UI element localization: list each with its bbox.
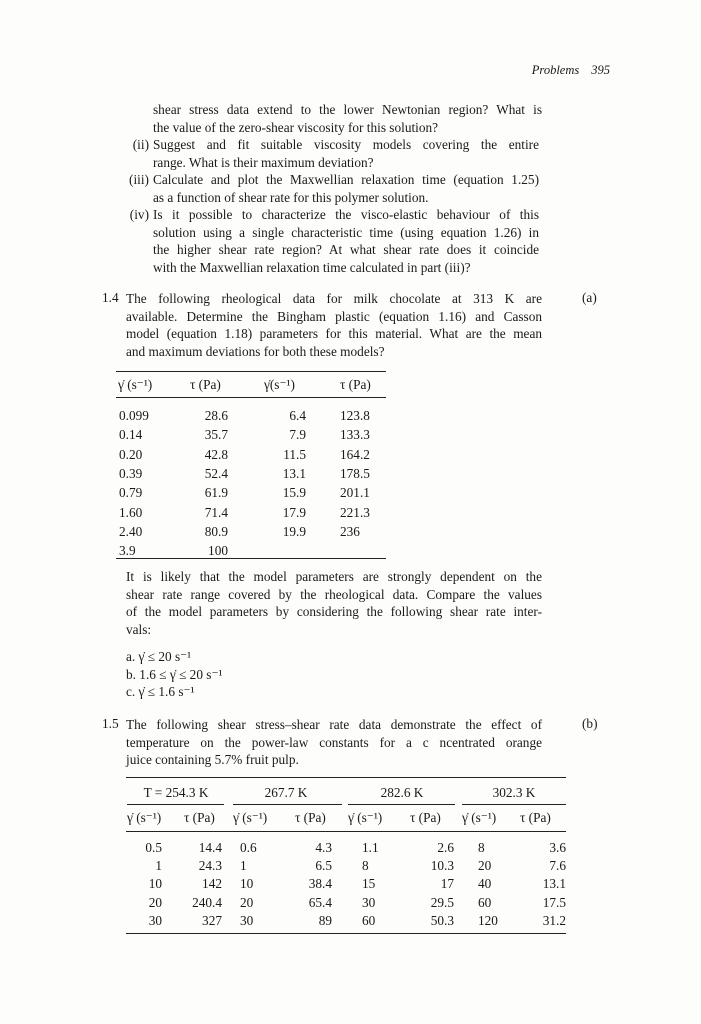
table-cell: 71.4	[204, 504, 228, 520]
table-cell: 42.8	[204, 446, 228, 462]
table-cell: 15.9	[282, 485, 306, 501]
table-cell: 6.4	[289, 408, 306, 423]
table-cell: 164.2	[340, 446, 370, 462]
running-header	[400, 63, 610, 78]
text-line: shear rate range covered by the rheological data. Compare the values	[126, 586, 542, 602]
column-header: γ̇ (s⁻¹)	[462, 810, 497, 825]
table-cell: 100	[208, 543, 228, 559]
table-cell: 24.3	[198, 858, 222, 874]
table-cell: 7.6	[549, 858, 566, 874]
table-cell: 133.3	[340, 427, 370, 443]
page-number: 395	[591, 63, 610, 77]
table-cell: 1.60	[119, 504, 143, 520]
column-header: γ̇ (s⁻¹)	[348, 810, 383, 825]
text-line: shear stress data extend to the lower Newtonian region? What is	[153, 102, 542, 117]
text-line: Is it possible to characterize the visco-elastic behaviour of this	[153, 207, 539, 222]
table-cell: 1	[155, 858, 162, 874]
item-body	[153, 136, 539, 171]
table-cell: 50.3	[430, 912, 454, 928]
table-cell: 20	[240, 894, 254, 910]
table-cell: 10	[240, 876, 254, 892]
table-cell: 20	[148, 894, 162, 910]
table-cell: 40	[478, 876, 492, 892]
table-cell: 61.9	[204, 485, 228, 501]
table-cell: 29.5	[430, 894, 454, 910]
table-cell: 15	[362, 876, 376, 892]
table-cell: 60	[478, 894, 492, 910]
table-cell: 240.4	[192, 894, 222, 910]
item-label: (iv)	[129, 207, 149, 222]
table-cell: 20	[478, 858, 492, 874]
table-cell: 0.39	[119, 465, 143, 481]
text-line: solution using a single characteristic time (using equation 1.26) in	[153, 224, 539, 240]
table-cell: 0.099	[119, 408, 149, 423]
continuation-paragraph	[153, 101, 542, 136]
text-line: as a function of shear rate for this polymer solution.	[153, 189, 429, 205]
table-cell: 11.5	[283, 446, 306, 462]
table-header: τ (Pa)	[190, 377, 221, 392]
column-header: τ (Pa)	[295, 810, 326, 825]
column-header: τ (Pa)	[520, 810, 551, 825]
table-cell: 17	[440, 876, 454, 892]
table-cell: 8	[478, 840, 485, 855]
problem-number: 1.5	[102, 716, 119, 731]
table-header-rule	[116, 397, 386, 398]
table-cell: 80.9	[204, 523, 228, 539]
column-header: τ (Pa)	[410, 810, 441, 825]
group-rule	[127, 804, 224, 805]
table-cell: 10.3	[430, 858, 454, 874]
problem-1-5-intro	[126, 716, 542, 769]
table-cell: 28.6	[204, 408, 228, 423]
table-cell: 13.1	[542, 876, 566, 892]
table-cell: 89	[318, 912, 332, 928]
table-cell: 178.5	[340, 465, 370, 481]
temperature-header: 267.7 K	[264, 785, 308, 800]
table-cell: 0.6	[240, 840, 257, 855]
table-header-rule	[126, 831, 566, 832]
table-bottom-rule	[126, 933, 566, 934]
problem-1-4-intro	[126, 290, 542, 360]
text-line: the value of the zero-shear viscosity for this solution?	[153, 119, 439, 135]
table-cell: 14.4	[198, 840, 222, 855]
text-line: Suggest and fit suitable viscosity models covering the entire	[153, 137, 539, 152]
problem-1-4-discussion	[126, 568, 542, 638]
table-cell: 0.5	[145, 840, 162, 855]
table-cell: 3.6	[549, 840, 566, 855]
item-label: (iii)	[129, 172, 149, 187]
table-cell: 201.1	[340, 485, 370, 501]
text-line: and maximum deviations for both these models?	[126, 343, 385, 359]
table-cell: 123.8	[340, 408, 370, 423]
table-cell: 7.9	[289, 427, 306, 443]
table-cell: 0.79	[119, 485, 143, 501]
interval-item: b. 1.6 ≤ γ̇ ≤ 20 s⁻¹	[126, 666, 223, 682]
item-body	[153, 206, 539, 276]
table-cell: 13.1	[282, 465, 306, 481]
problem-tag: (a)	[582, 290, 597, 305]
table-cell: 120	[478, 912, 498, 928]
group-rule	[462, 804, 566, 805]
table-cell: 2.40	[119, 523, 143, 539]
temperature-header: 282.6 K	[380, 785, 424, 800]
table-cell: 35.7	[204, 427, 228, 443]
table-cell: 2.6	[437, 840, 454, 855]
table-header: γ̇ (s⁻¹)	[118, 377, 153, 392]
table-cell: 1	[240, 858, 247, 874]
temperature-header: 302.3 K	[492, 785, 536, 800]
text-line: temperature on the power-law constants for a c ncentrated orange	[126, 734, 542, 750]
table-cell: 221.3	[340, 504, 370, 520]
column-header: γ̇ (s⁻¹)	[127, 810, 162, 825]
table-cell: 17.9	[282, 504, 306, 520]
table-cell: 142	[202, 876, 222, 892]
table-cell: 31.2	[542, 912, 566, 928]
text-line: range. What is their maximum deviation?	[153, 154, 374, 170]
column-header: τ (Pa)	[184, 810, 215, 825]
text-line: available. Determine the Bingham plastic (equation 1.16) and Casson	[126, 308, 542, 324]
table-cell: 8	[362, 858, 369, 874]
table-cell: 1.1	[362, 840, 379, 855]
table-cell: 19.9	[282, 523, 306, 539]
table-cell: 4.3	[315, 840, 332, 855]
text-line: of the model parameters by considering the following shear rate inter-	[126, 604, 542, 619]
item-body	[153, 171, 539, 206]
table-cell: 6.5	[315, 858, 332, 874]
text-line: The following rheological data for milk chocolate at 313 K are	[126, 291, 542, 306]
text-line: vals:	[126, 621, 152, 637]
table-cell: 30	[148, 912, 162, 928]
problem-tag: (b)	[582, 716, 598, 731]
text-line: model (equation 1.18) parameters for this material. What are the mean	[126, 326, 542, 341]
table-cell: 3.9	[119, 543, 136, 559]
table-cell: 327	[202, 912, 222, 928]
text-line: The following shear stress–shear rate data demonstrate the effect of	[126, 717, 542, 732]
item-label: (ii)	[132, 137, 149, 152]
table-bottom-rule	[116, 558, 386, 559]
table-cell: 0.14	[119, 427, 143, 443]
problem-number: 1.4	[102, 290, 119, 305]
table-cell: 65.4	[308, 894, 332, 910]
text-line: Calculate and plot the Maxwellian relaxation time (equation 1.25)	[153, 172, 539, 187]
group-rule	[348, 804, 455, 805]
interval-item: a. γ̇ ≤ 20 s⁻¹	[126, 649, 192, 664]
table-cell: 236	[340, 523, 360, 539]
temperature-header: T = 254.3 K	[143, 785, 209, 800]
table-cell: 52.4	[204, 465, 228, 481]
table-cell: 60	[362, 912, 376, 928]
running-title: Problems	[531, 63, 580, 77]
column-header: γ̇ (s⁻¹)	[233, 810, 268, 825]
table-header: γ̇(s⁻¹)	[264, 377, 295, 392]
interval-list	[126, 648, 426, 701]
interval-item: c. γ̇ ≤ 1.6 s⁻¹	[126, 684, 195, 699]
text-line: juice containing 5.7% fruit pulp.	[126, 752, 299, 767]
text-line: with the Maxwellian relaxation time calculated in part (iii)?	[153, 259, 471, 275]
table-cell: 10	[148, 876, 162, 892]
table-top-rule	[116, 371, 386, 372]
table-cell: 30	[240, 912, 254, 928]
table-top-rule	[126, 777, 566, 778]
text-line: It is likely that the model parameters are strongly dependent on the	[126, 569, 542, 584]
group-rule	[233, 804, 342, 805]
text-line: the higher shear rate region? At what shear rate does it coincide	[153, 242, 539, 257]
table-cell: 17.5	[542, 894, 566, 910]
table-header: τ (Pa)	[340, 377, 371, 392]
table-cell: 30	[362, 894, 376, 910]
table-cell: 0.20	[119, 446, 143, 462]
table-cell: 38.4	[308, 876, 332, 892]
